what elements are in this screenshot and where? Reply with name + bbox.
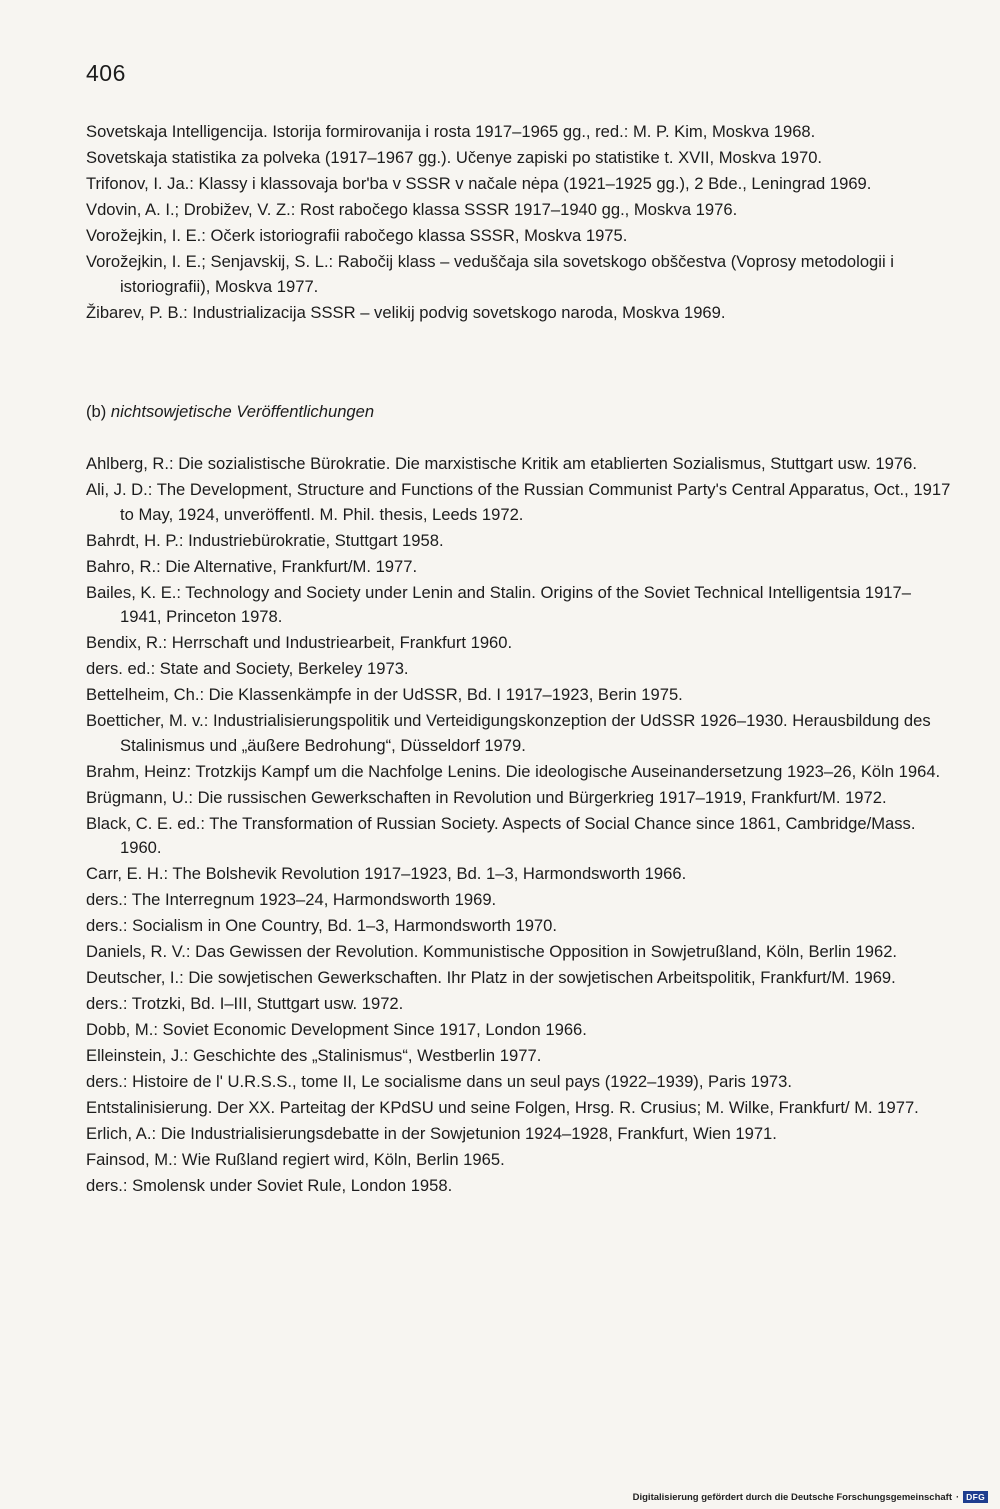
subheading-prefix: (b) <box>86 402 107 421</box>
reference-entry: ders.: Trotzki, Bd. I–III, Stuttgart usw. 1972. <box>86 994 404 1013</box>
reference-entry: Fainsod, M.: Wie Rußland regiert wird, Köln, Berlin 1965. <box>86 1150 505 1169</box>
footer-text: Digitalisierung gefördert durch die Deutsche Forschungsgemeinschaft <box>632 1491 952 1503</box>
reference-entry: ders.: Histoire de l' U.R.S.S., tome II, Le socialisme dans un seul pays (1922–1939), Paris 1973. <box>86 1072 792 1091</box>
reference-entry: Erlich, A.: Die Industrialisierungsdebatte in der Sowjetunion 1924–1928, Frankfurt, Wien 1971. <box>86 1124 777 1143</box>
reference-entry: Dobb, M.: Soviet Economic Development Since 1917, London 1966. <box>86 1020 587 1039</box>
reference-entry: Sovetskaja Intelligencija. Istorija formirovanija i rosta 1917–1965 gg., red.: M. P. Kim, Moskva 1968. <box>86 122 816 141</box>
reference-entry: Ahlberg, R.: Die sozialistische Bürokratie. Die marxistische Kritik am etablierten Sozialismus, Stuttgart usw. 1976. <box>86 454 917 473</box>
reference-entry: Elleinstein, J.: Geschichte des „Stalinismus“, Westberlin 1977. <box>86 1046 542 1065</box>
reference-entry: Ali, J. D.: The Development, Structure and Functions of the Russian Communist Party's Central Apparatus, Oct., 1917 to May, 1924, unveröffentl. M. Phil. thesis, Leeds 1972. <box>86 480 951 524</box>
reference-entry: ders.: Smolensk under Soviet Rule, London 1958. <box>86 1176 453 1195</box>
reference-entry: Trifonov, I. Ja.: Klassy i klassovaja bor'ba v SSSR v načale nėpa (1921–1925 gg.), 2 Bde., Leningrad 1969. <box>86 174 872 193</box>
reference-entry: Bahrdt, H. P.: Industriebürokratie, Stuttgart 1958. <box>86 530 444 550</box>
reference-entry: Vdovin, A. I.; Drobižev, V. Z.: Rost rabočego klassa SSSR 1917–1940 gg., Moskva 1976. <box>86 200 738 219</box>
reference-entry: Black, C. E. ed.: The Transformation of Russian Society. Aspects of Social Chance since 1861, Cambridge/Mass. 1960. <box>86 813 916 857</box>
subheading-title: nichtsowjetische Veröffentlichungen <box>110 402 375 421</box>
reference-entry: Bettelheim, Ch.: Die Klassenkämpfe in der UdSSR, Bd. I 1917–1923, Berin 1975. <box>86 685 683 704</box>
reference-entry: Boetticher, M. v.: Industrialisierungspolitik und Verteidigungskonzeption der UdSSR 1926–1930. Herausbildung des Stalinismus und „äußere Bedrohung“, Düsseldorf 1979. <box>86 711 931 755</box>
reference-list-nonsoviet <box>86 452 952 1200</box>
dfg-logo: DFG <box>963 1491 988 1503</box>
reference-entry: Carr, E. H.: The Bolshevik Revolution 1917–1923, Bd. 1–3, Harmondsworth 1966. <box>86 864 687 883</box>
reference-entry: Bendix, R.: Herrschaft und Industriearbeit, Frankfurt 1960. <box>86 633 513 652</box>
reference-entry: Daniels, R. V.: Das Gewissen der Revolution. Kommunistische Opposition in Sowjetrußland, Köln, Berlin 1962. <box>86 942 898 961</box>
reference-entry: Brahm, Heinz: Trotzkijs Kampf um die Nachfolge Lenins. Die ideologische Auseinandersetzung 1923–26, Köln 1964. <box>86 761 941 781</box>
reference-entry: ders.: The Interregnum 1923–24, Harmondsworth 1969. <box>86 890 497 909</box>
reference-entry: Žibarev, P. B.: Industrializacija SSSR – velikij podvig sovetskogo naroda, Moskva 1969. <box>86 302 726 322</box>
section-subheading <box>86 400 374 424</box>
reference-entry: Entstalinisierung. Der XX. Parteitag der KPdSU und seine Folgen, Hrsg. R. Crusius; M. Wilke, Frankfurt/ M. 1977. <box>86 1098 919 1117</box>
digitization-footer: Digitalisierung gefördert durch die Deutsche Forschungsgemeinschaft · DFG <box>633 1491 988 1503</box>
reference-entry: Sovetskaja statistika za polveka (1917–1967 gg.). Učenye zapiski po statistike t. XVII, Moskva 1970. <box>86 148 823 167</box>
reference-entry: ders.: Socialism in One Country, Bd. 1–3, Harmondsworth 1970. <box>86 916 557 935</box>
reference-entry: Bahro, R.: Die Alternative, Frankfurt/M. 1977. <box>86 556 418 576</box>
reference-entry: Bailes, K. E.: Technology and Society under Lenin and Stalin. Origins of the Soviet Technical Intelligentsia 1917–1941, Princeton 1978. <box>86 582 911 626</box>
reference-entry: ders. ed.: State and Society, Berkeley 1973. <box>86 659 409 678</box>
page-number: 406 <box>86 60 126 86</box>
reference-entry: Vorožejkin, I. E.: Očerk istoriografii rabočego klassa SSSR, Moskva 1975. <box>86 226 628 245</box>
reference-entry: Brügmann, U.: Die russischen Gewerkschaften in Revolution und Bürgerkrieg 1917–1919, Frankfurt/M. 1972. <box>86 787 887 807</box>
reference-list-soviet <box>86 120 952 327</box>
reference-entry: Vorožejkin, I. E.; Senjavskij, S. L.: Rabočij klass – veduščaja sila sovetskogo obščestva (Voprosy metodologii i istoriografii), Moskva 1977. <box>86 252 894 296</box>
reference-entry: Deutscher, I.: Die sowjetischen Gewerkschaften. Ihr Platz in der sowjetischen Arbeitspolitik, Frankfurt/M. 1969. <box>86 968 896 987</box>
